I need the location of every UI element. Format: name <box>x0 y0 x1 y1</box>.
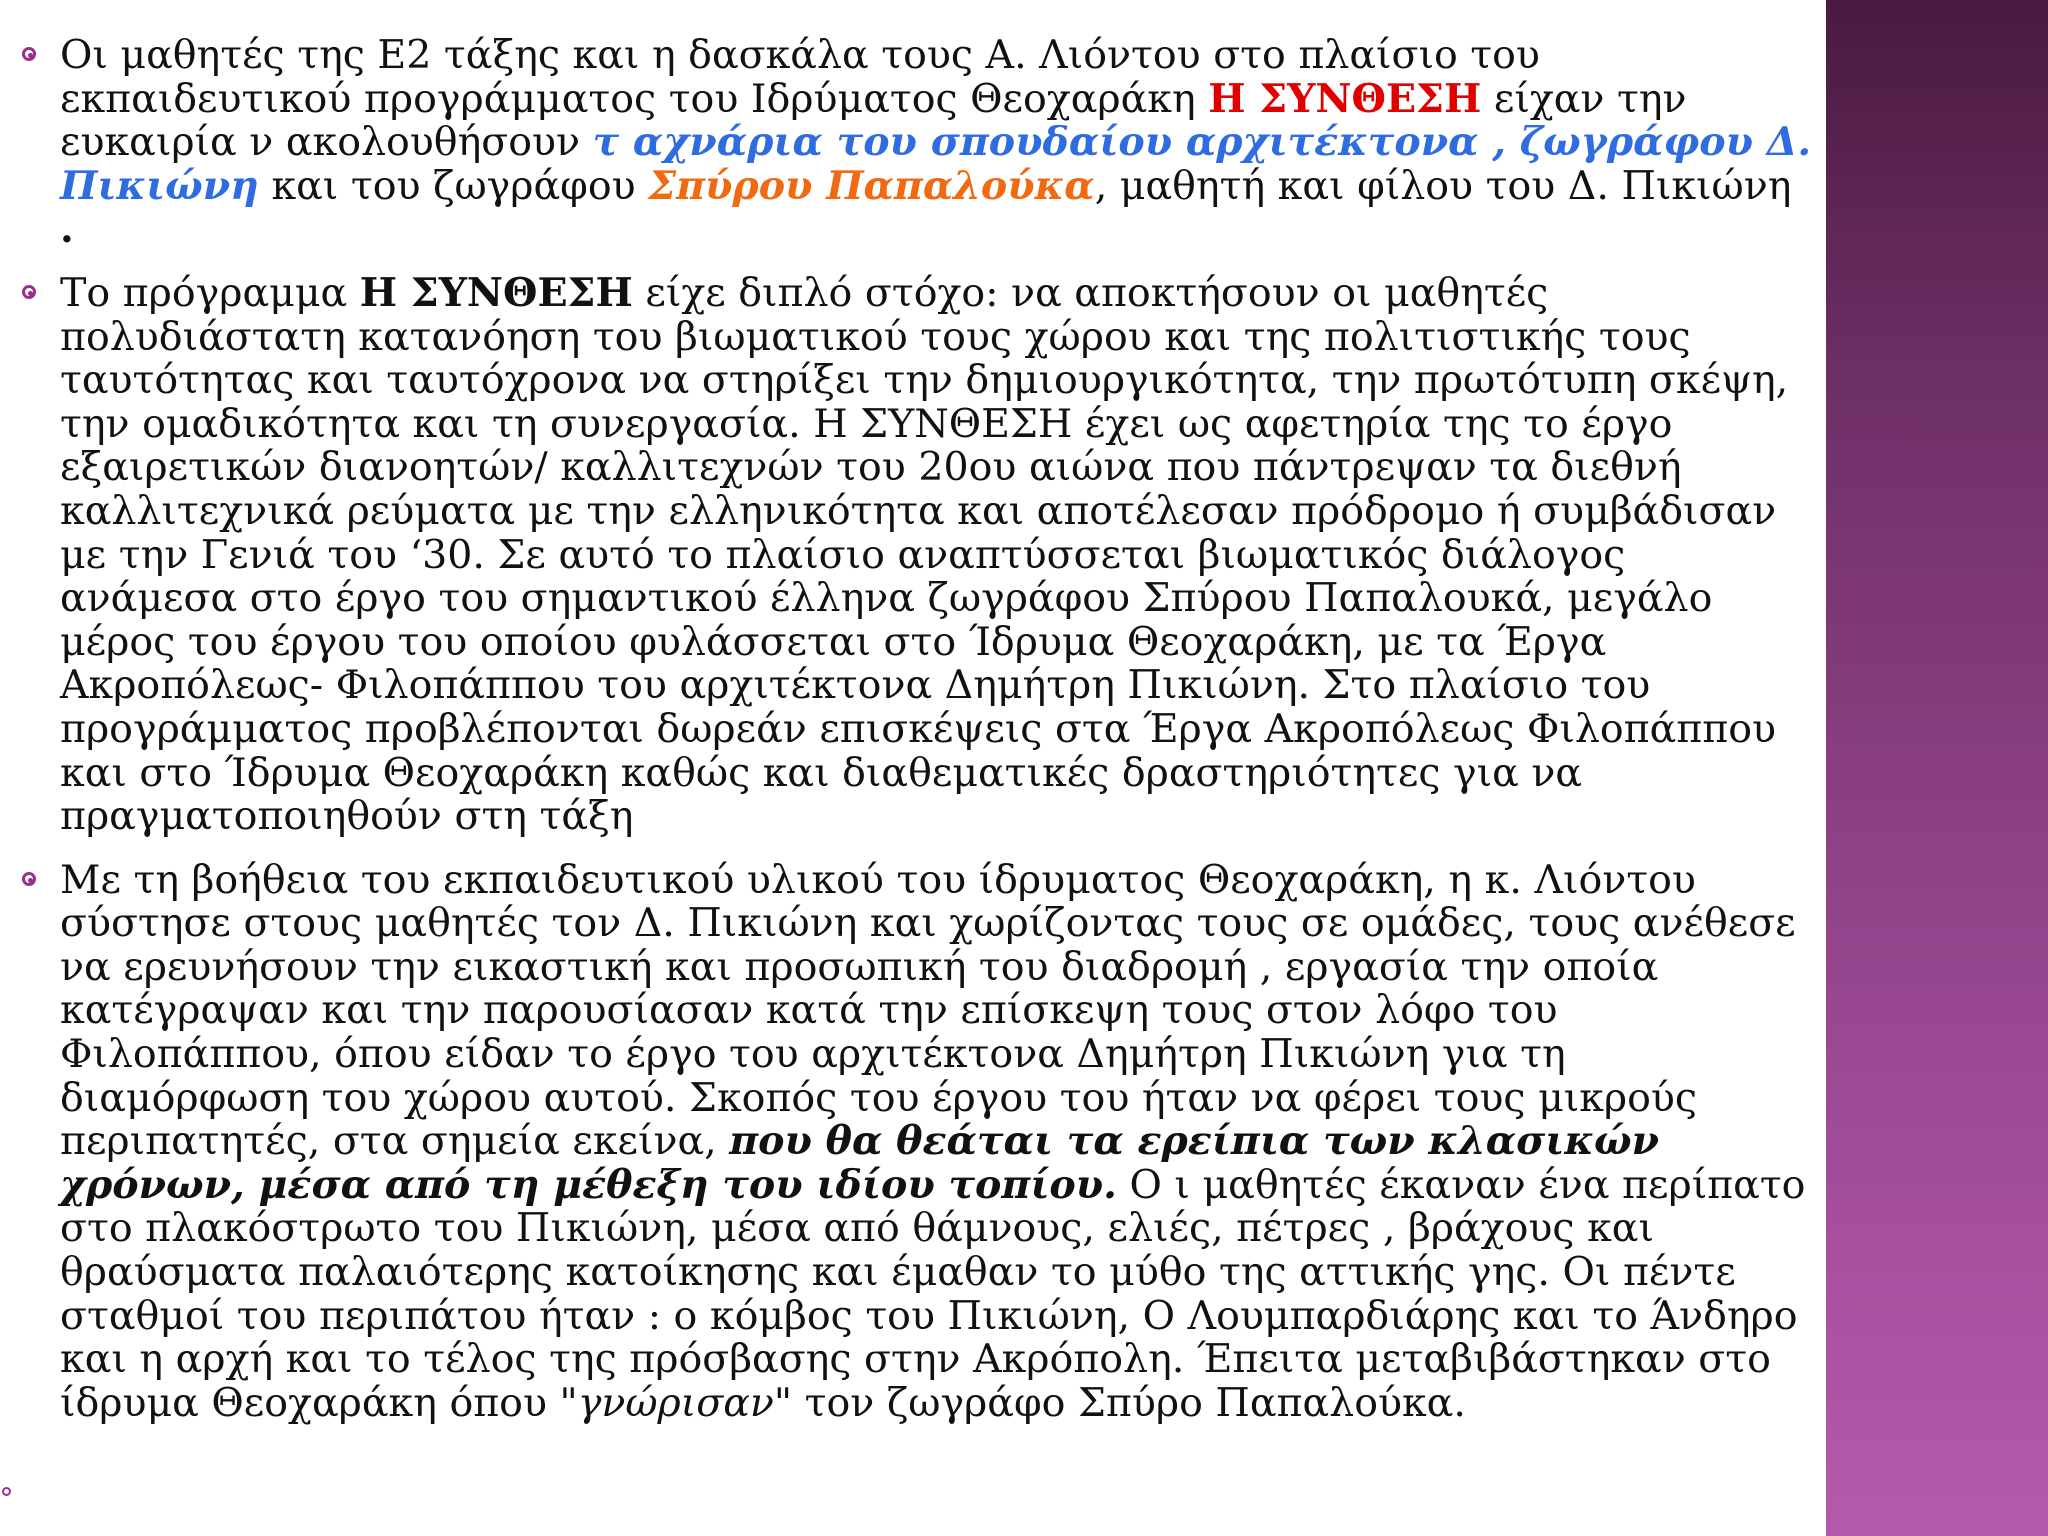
program-text-2: είχε διπλό στόχο: να αποκτήσουν οι μαθητές πολυδιάστατη κατανόηση του βιωματικού τους χώρου και της πολιτιστικής τους ταυτότητας και ταυτόχρονα να στηρίξει την δημιουργικότητα, την πρωτότυπη σκέψη, την ομαδικότητα και τη συνεργασία. Η ΣΥΝΘΕΣΗ έχει ως αφετηρία της το έργο εξαιρετικών διανοητών/ καλλιτεχνών του 20ου αιώνα που πάντρεψαν τα διεθνή καλλιτεχνικά ρεύματα με την ελληνικότητα και αποτέλεσαν πρόδρομο ή συμβάδισαν με την Γενιά του ‘30. Σε αυτό το πλαίσιο αναπτύσσεται βιωματικός διάλογος ανάμεσα στο έργο του σημαντικού έλληνα ζωγράφου Σπύρου Παπαλουκά, μεγάλο μέρος του έργου του οποίου φυλάσσεται στο Ίδρυμα Θεοχαράκη, με τα Έργα Ακροπόλεως- Φιλοπάππου του αρχιτέκτονα Δημήτρη Πικιώνη. Στο πλαίσιο του προγράμματος προβλέπονται δωρεάν επισκέψεις στα Έργα Ακροπόλεως Φιλοπάππου και στο Ίδρυμα Θεοχαράκη καθώς και διαθεματικές δραστηριότητες για να πραγματοποιηθούν στη τάξη <box>60 269 1789 840</box>
bullet-icon <box>22 47 36 61</box>
visit-text-2: Ο ι μαθητές έκαναν ένα περίπατο στο πλακόστρωτο του Πικιώνη, μέσα από θάμνους, ελιές, πέτρες , βράχους και θραύσματα παλαιότερης κατοίκησης και έμαθαν το μύθο της αττικής γης. Οι πέντε σταθμοί του περιπάτου ήταν : ο κόμβος του Πικιώνη, Ο Λουμπαρδιάρης και το Άνδηρο και η αρχή και το τέλος της πρόσβασης στην Ακρόπολη. Έπειτα μεταβιβάστηκαν στο ίδρυμα Θεοχαράκη όπου " <box>60 1161 1806 1426</box>
paragraph-program <box>22 269 1812 840</box>
intro-text-2: είχαν την ευκαιρία ν ακολουθήσουν <box>60 75 1687 166</box>
papaloukas-highlight: Σπύρου Παπαλούκα <box>648 162 1095 209</box>
visit-italic-word: γνώρισαν" <box>577 1379 793 1426</box>
paragraph-visit <box>22 856 1812 1426</box>
intro-text-1: Οι μαθητές της Ε2 τάξης και η δασκάλα τους Α. Λιόντου στο πλαίσιο του εκπαιδευτικού προγράμματος του Ιδρύματος Θεοχαράκη <box>60 32 1540 122</box>
slide-content <box>22 34 1812 1445</box>
visit-quote-bold-italic: που θα θεάται τα ερείπια των κλασικών χρόνων, μέσα από τη μέθεξη του ιδίου τοπίου. <box>60 1118 1659 1208</box>
decorative-side-band <box>1826 0 2048 1536</box>
bullet-icon <box>22 285 36 299</box>
bullet-icon <box>22 872 36 886</box>
intro-text-4: , μαθητή και φίλου του Δ. Πικιώνη <box>1094 162 1792 209</box>
program-name-highlight: Η ΣΥΝΘΕΣΗ <box>1208 75 1482 122</box>
visit-text-3: τον ζωγράφο Σπύρο Παπαλούκα. <box>792 1379 1466 1426</box>
program-name-bold: Η ΣΥΝΘΕΣΗ <box>359 269 633 316</box>
program-text-1: Το πρόγραμμα <box>60 269 360 316</box>
visit-text-1: Με τη βοήθεια του εκπαιδευτικού υλικού του ίδρυματος Θεοχαράκη, η κ. Λιόντου σύστησε στους μαθητές τον Δ. Πικιώνη και χωρίζοντας τους σε ομάδες, τους ανέθεσε να ερευνήσουν την εικαστική και προσωπική του διαδρομή , εργασία την οποία κατέγραψαν και την παρουσίασαν κατά την επίσκεψη τους στον λόφο του Φιλοπάππου, όπου είδαν το έργο του αρχιτέκτονα Δημήτρη Πικιώνη για τη διαμόρφωση του χώρου αυτού. Σκοπός του έργου του ήταν να φέρει τους μικρούς περιπατητές, στα σημεία εκείνα, <box>60 856 1796 1165</box>
paragraph-intro <box>22 34 1812 252</box>
pikionis-highlight: τ αχνάρια του σπουδαίου αρχιτέκτονα , ζωγράφου Δ. Πικιώνη <box>60 119 1812 209</box>
intro-period: . <box>60 206 74 253</box>
intro-text-3: και του ζωγράφου <box>258 162 649 209</box>
empty-bullet-icon <box>2 1487 11 1496</box>
